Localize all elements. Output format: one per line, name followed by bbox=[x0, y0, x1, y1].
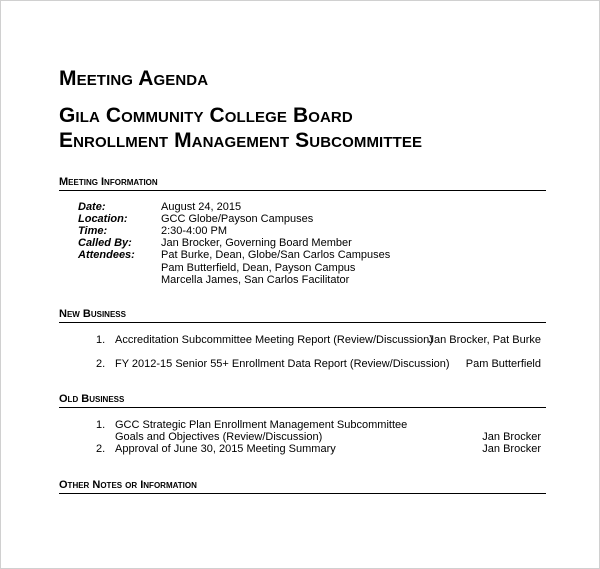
called-by-label: Called By: bbox=[78, 237, 132, 249]
meeting-information-heading: Meeting Information bbox=[59, 176, 546, 191]
attendees-label: Attendees: bbox=[78, 249, 135, 261]
called-by-value: Jan Brocker, Governing Board Member bbox=[161, 237, 352, 249]
old-business-item-presenter: Jan Brocker bbox=[482, 443, 541, 455]
new-business-item-presenter: Jan Brocker, Pat Burke bbox=[428, 334, 541, 346]
document-title: Meeting Agenda bbox=[59, 67, 209, 90]
attendee-item: Pam Butterfield, Dean, Payson Campus bbox=[161, 262, 356, 274]
old-business-item-text-continued: Goals and Objectives (Review/Discussion) bbox=[115, 431, 323, 443]
attendee-item: Pat Burke, Dean, Globe/San Carlos Campuses bbox=[161, 249, 391, 261]
date-label: Date: bbox=[78, 201, 106, 213]
subcommittee-name: Enrollment Management Subcommittee bbox=[59, 129, 423, 152]
location-value: GCC Globe/Payson Campuses bbox=[161, 213, 314, 225]
old-business-item-presenter: Jan Brocker bbox=[482, 431, 541, 443]
old-business-item-text: GCC Strategic Plan Enrollment Management Subcommittee bbox=[115, 419, 408, 431]
location-label: Location: bbox=[78, 213, 128, 225]
new-business-heading: New Business bbox=[59, 308, 546, 323]
date-value: August 24, 2015 bbox=[161, 201, 242, 213]
old-business-heading: Old Business bbox=[59, 393, 546, 408]
other-notes-heading: Other Notes or Information bbox=[59, 479, 546, 494]
new-business-item-text: FY 2012-15 Senior 55+ Enrollment Data Report (Review/Discussion) bbox=[115, 358, 450, 370]
new-business-item-number: 1. bbox=[96, 334, 106, 346]
new-business-item-text: Accreditation Subcommittee Meeting Report (Review/Discussion) bbox=[115, 334, 433, 346]
new-business-item-number: 2. bbox=[96, 358, 106, 370]
old-business-item-number: 1. bbox=[96, 419, 106, 431]
time-value: 2:30-4:00 PM bbox=[161, 225, 228, 237]
old-business-item-text: Approval of June 30, 2015 Meeting Summary bbox=[115, 443, 336, 455]
attendee-item: Marcella James, San Carlos Facilitator bbox=[161, 274, 350, 286]
board-name: Gila Community College Board bbox=[59, 104, 353, 127]
new-business-item-presenter: Pam Butterfield bbox=[465, 358, 541, 370]
time-label: Time: bbox=[78, 225, 108, 237]
old-business-item-number: 2. bbox=[96, 443, 106, 455]
